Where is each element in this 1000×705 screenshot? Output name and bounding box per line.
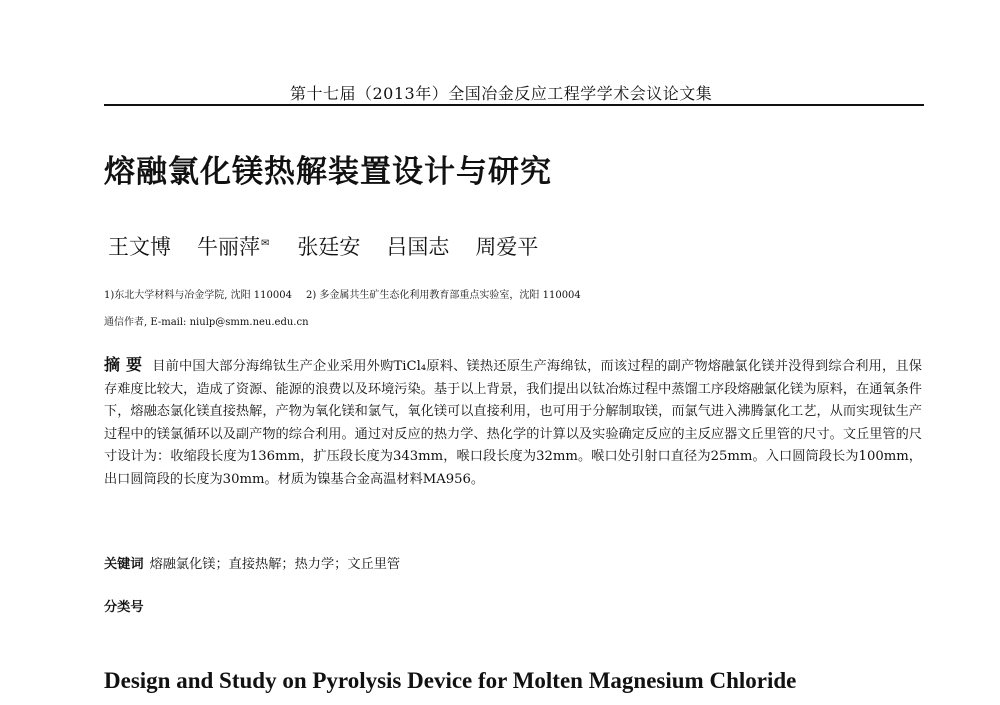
keywords: [104, 553, 400, 572]
keywords-text: 熔融氯化镁；直接热解；热力学；文丘里管: [149, 557, 401, 572]
chinese-title: 熔融氯化镁热解装置设计与研究: [104, 154, 552, 190]
abstract: [104, 354, 922, 491]
author-2: [197, 235, 271, 259]
abstract-text: 目前中国大部分海绵钛生产企业采用外购TiCl₄原料、镁热还原生产海绵钛，而该过程的副产物熔融氯化镁并没得到综合利用，且保存难度比较大，造成了资源、能源的浪费以及环境污染。基于以上背景，我们提出以钛冶炼过程中蒸馏工序段熔融氯化镁为原料，在通氧条件下，熔融态氯化镁直接热解，产物为氧化镁和氯气，氧化镁可以直接利用，也可用于分解制取镁，而氯气进入沸腾氯化工艺，从而实现钛生产过程中的镁氯循环以及副产物的综合利用。通过对反应的热力学、热化学的计算以及实验确定反应的主反应器文丘里管的尺寸。文丘里管的尺寸设计为：收缩段长度为136mm，扩压段长度为343mm，喉口段长度为32mm。喉口处引射口直径为25mm。入口圆筒段长为100mm，出口圆筒段的长度为30mm。材质为镍基合金高温材料MA956。: [104, 359, 922, 487]
author-5: 周爱平: [475, 235, 539, 259]
author-list: [108, 231, 564, 261]
envelope-icon: ✉: [261, 238, 270, 249]
author-1: 王文博: [108, 235, 171, 259]
author-4: 吕国志: [386, 235, 450, 259]
running-header: 第十七届（2013年）全国冶金反应工程学学术会议论文集: [290, 84, 713, 103]
affiliation-2: 2) 多金属共生矿生态化利用教育部重点实验室，沈阳 110004: [305, 290, 581, 301]
affiliation-1: 1)东北大学材料与冶金学院, 沈阳 110004: [104, 290, 292, 301]
correspondence-line: 通信作者, E-mail: niulp@smm.neu.edu.cn: [104, 317, 309, 328]
abstract-label: 摘 要: [104, 355, 143, 374]
author-2-name: 牛丽萍: [197, 235, 260, 259]
keywords-label: 关键词: [104, 557, 144, 572]
author-3: 张廷安: [297, 235, 361, 259]
english-title: Design and Study on Pyrolysis Device for Molten Magnesium Chloride: [104, 668, 797, 693]
classification-label: 分类号: [104, 600, 144, 615]
affiliations: [104, 286, 581, 301]
header-rule: [104, 104, 924, 106]
